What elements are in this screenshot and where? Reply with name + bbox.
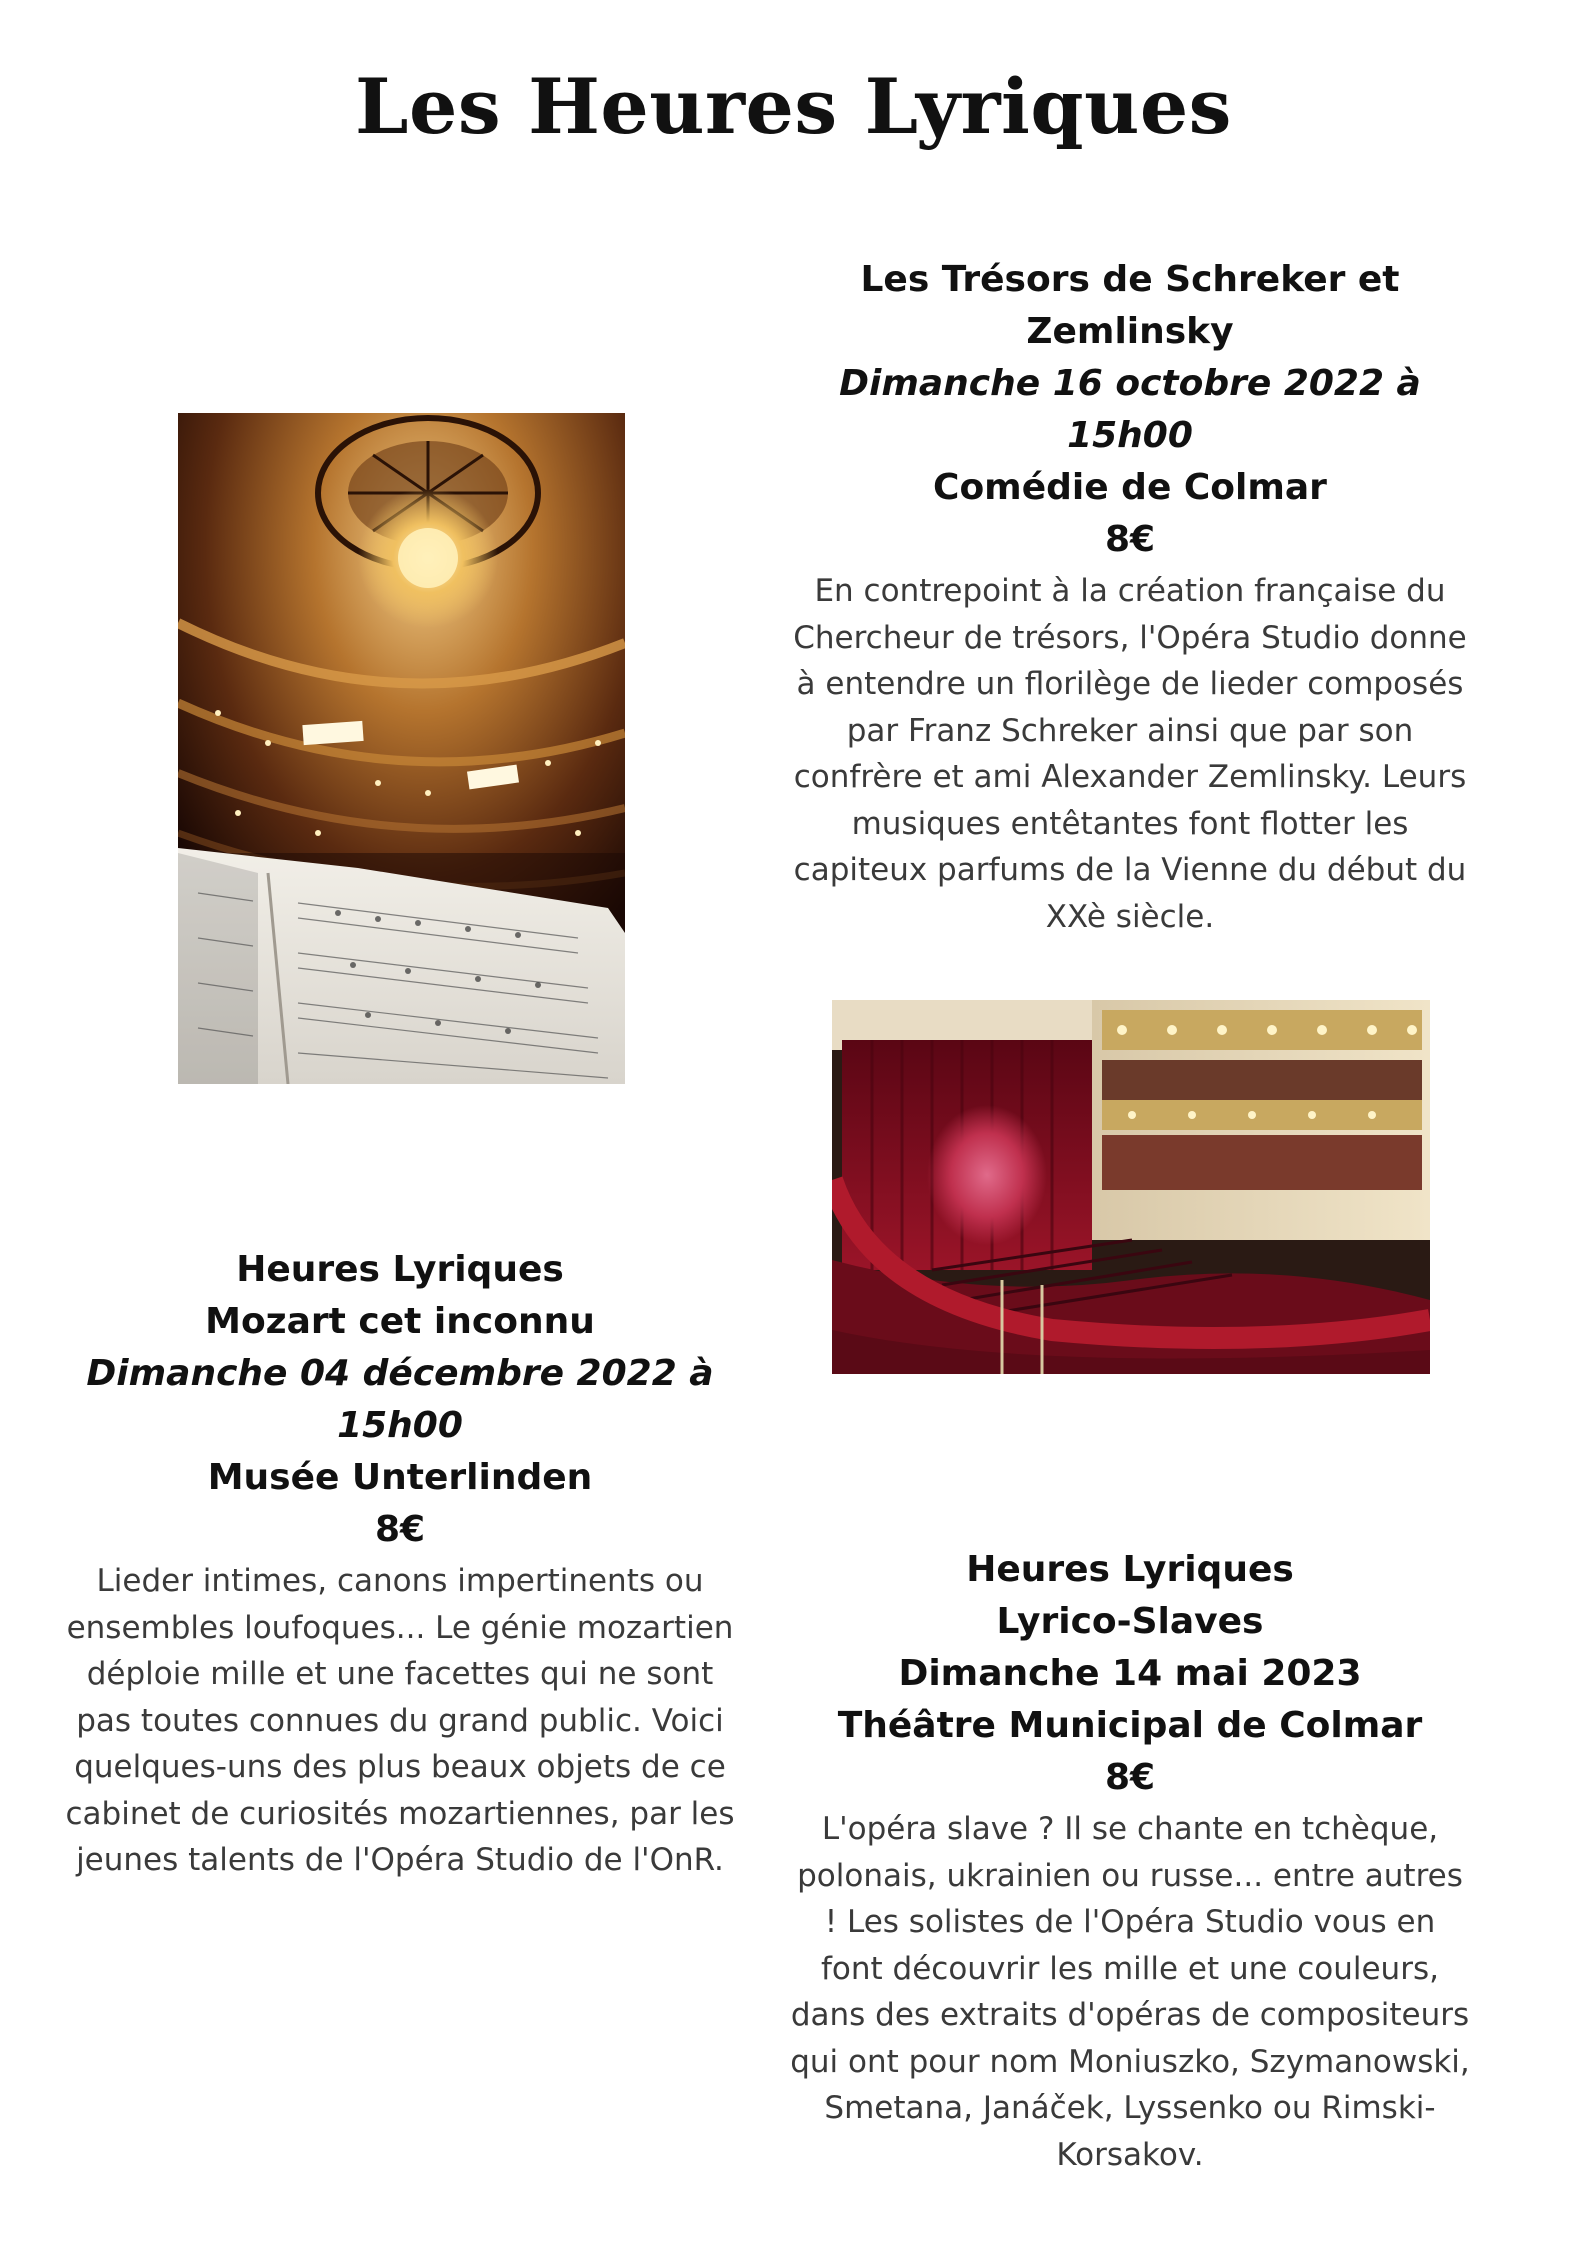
event-venue: Comédie de Colmar bbox=[933, 467, 1327, 508]
event-description: L'opéra slave ? Il se chante en tchèque, polonais, ukrainien ou russe... entre autres ! Les solistes de l'Opéra Studio vous en font découvrir les mille et une couleurs, dans des extraits d'opéras de compositeurs qui ont pour nom Moniuszko, Szymanowski, Smetana, Janáček, Lyssenko ou Rimski-Korsakov. bbox=[790, 1811, 1470, 2173]
event-price: 8€ bbox=[374, 1509, 426, 1550]
event-price: 8€ bbox=[1104, 1757, 1156, 1798]
event-title-line-2: Mozart cet inconnu bbox=[205, 1301, 595, 1342]
event-schreker-zemlinsky bbox=[790, 254, 1470, 940]
event-price: 8€ bbox=[1104, 519, 1156, 560]
event-title-line-1: Les Trésors de Schreker et bbox=[860, 259, 1400, 300]
event-date: Dimanche 04 décembre 2022 à 15h00 bbox=[86, 1353, 714, 1446]
theatre-auditorium-photo bbox=[832, 1000, 1430, 1374]
event-title-line-2: Lyrico-Slaves bbox=[996, 1601, 1264, 1642]
event-description: En contrepoint à la création française du Chercheur de trésors, l'Opéra Studio donne à entendre un florilège de lieder composés par Franz Schreker ainsi que par son confrère et ami Alexander Zemlinsky. Leurs musiques entêtantes font flotter les capiteux parfums de la Vienne du début du XXè siècle. bbox=[793, 573, 1467, 935]
event-mozart bbox=[60, 1244, 740, 1884]
event-date: Dimanche 14 mai 2023 bbox=[898, 1653, 1362, 1694]
event-lyrico-slaves bbox=[790, 1544, 1470, 2178]
page-title: Les Heures Lyriques bbox=[355, 62, 1232, 151]
opera-ceiling-photo bbox=[178, 413, 625, 1084]
event-venue: Musée Unterlinden bbox=[207, 1457, 593, 1498]
event-date: Dimanche 16 octobre 2022 à 15h00 bbox=[839, 363, 1421, 456]
event-title-line-1: Heures Lyriques bbox=[236, 1249, 564, 1290]
event-description: Lieder intimes, canons impertinents ou ensembles loufoques... Le génie mozartien déploie mille et une facettes qui ne sont pas toutes connues du grand public. Voici quelques-uns des plus beaux objets de ce cabinet de curiosités mozartiennes, par les jeunes talents de l'Opéra Studio de l'OnR. bbox=[65, 1563, 735, 1878]
event-title-line-2: Zemlinsky bbox=[1026, 311, 1234, 352]
event-venue: Théâtre Municipal de Colmar bbox=[837, 1705, 1423, 1746]
event-title-line-1: Heures Lyriques bbox=[966, 1549, 1294, 1590]
